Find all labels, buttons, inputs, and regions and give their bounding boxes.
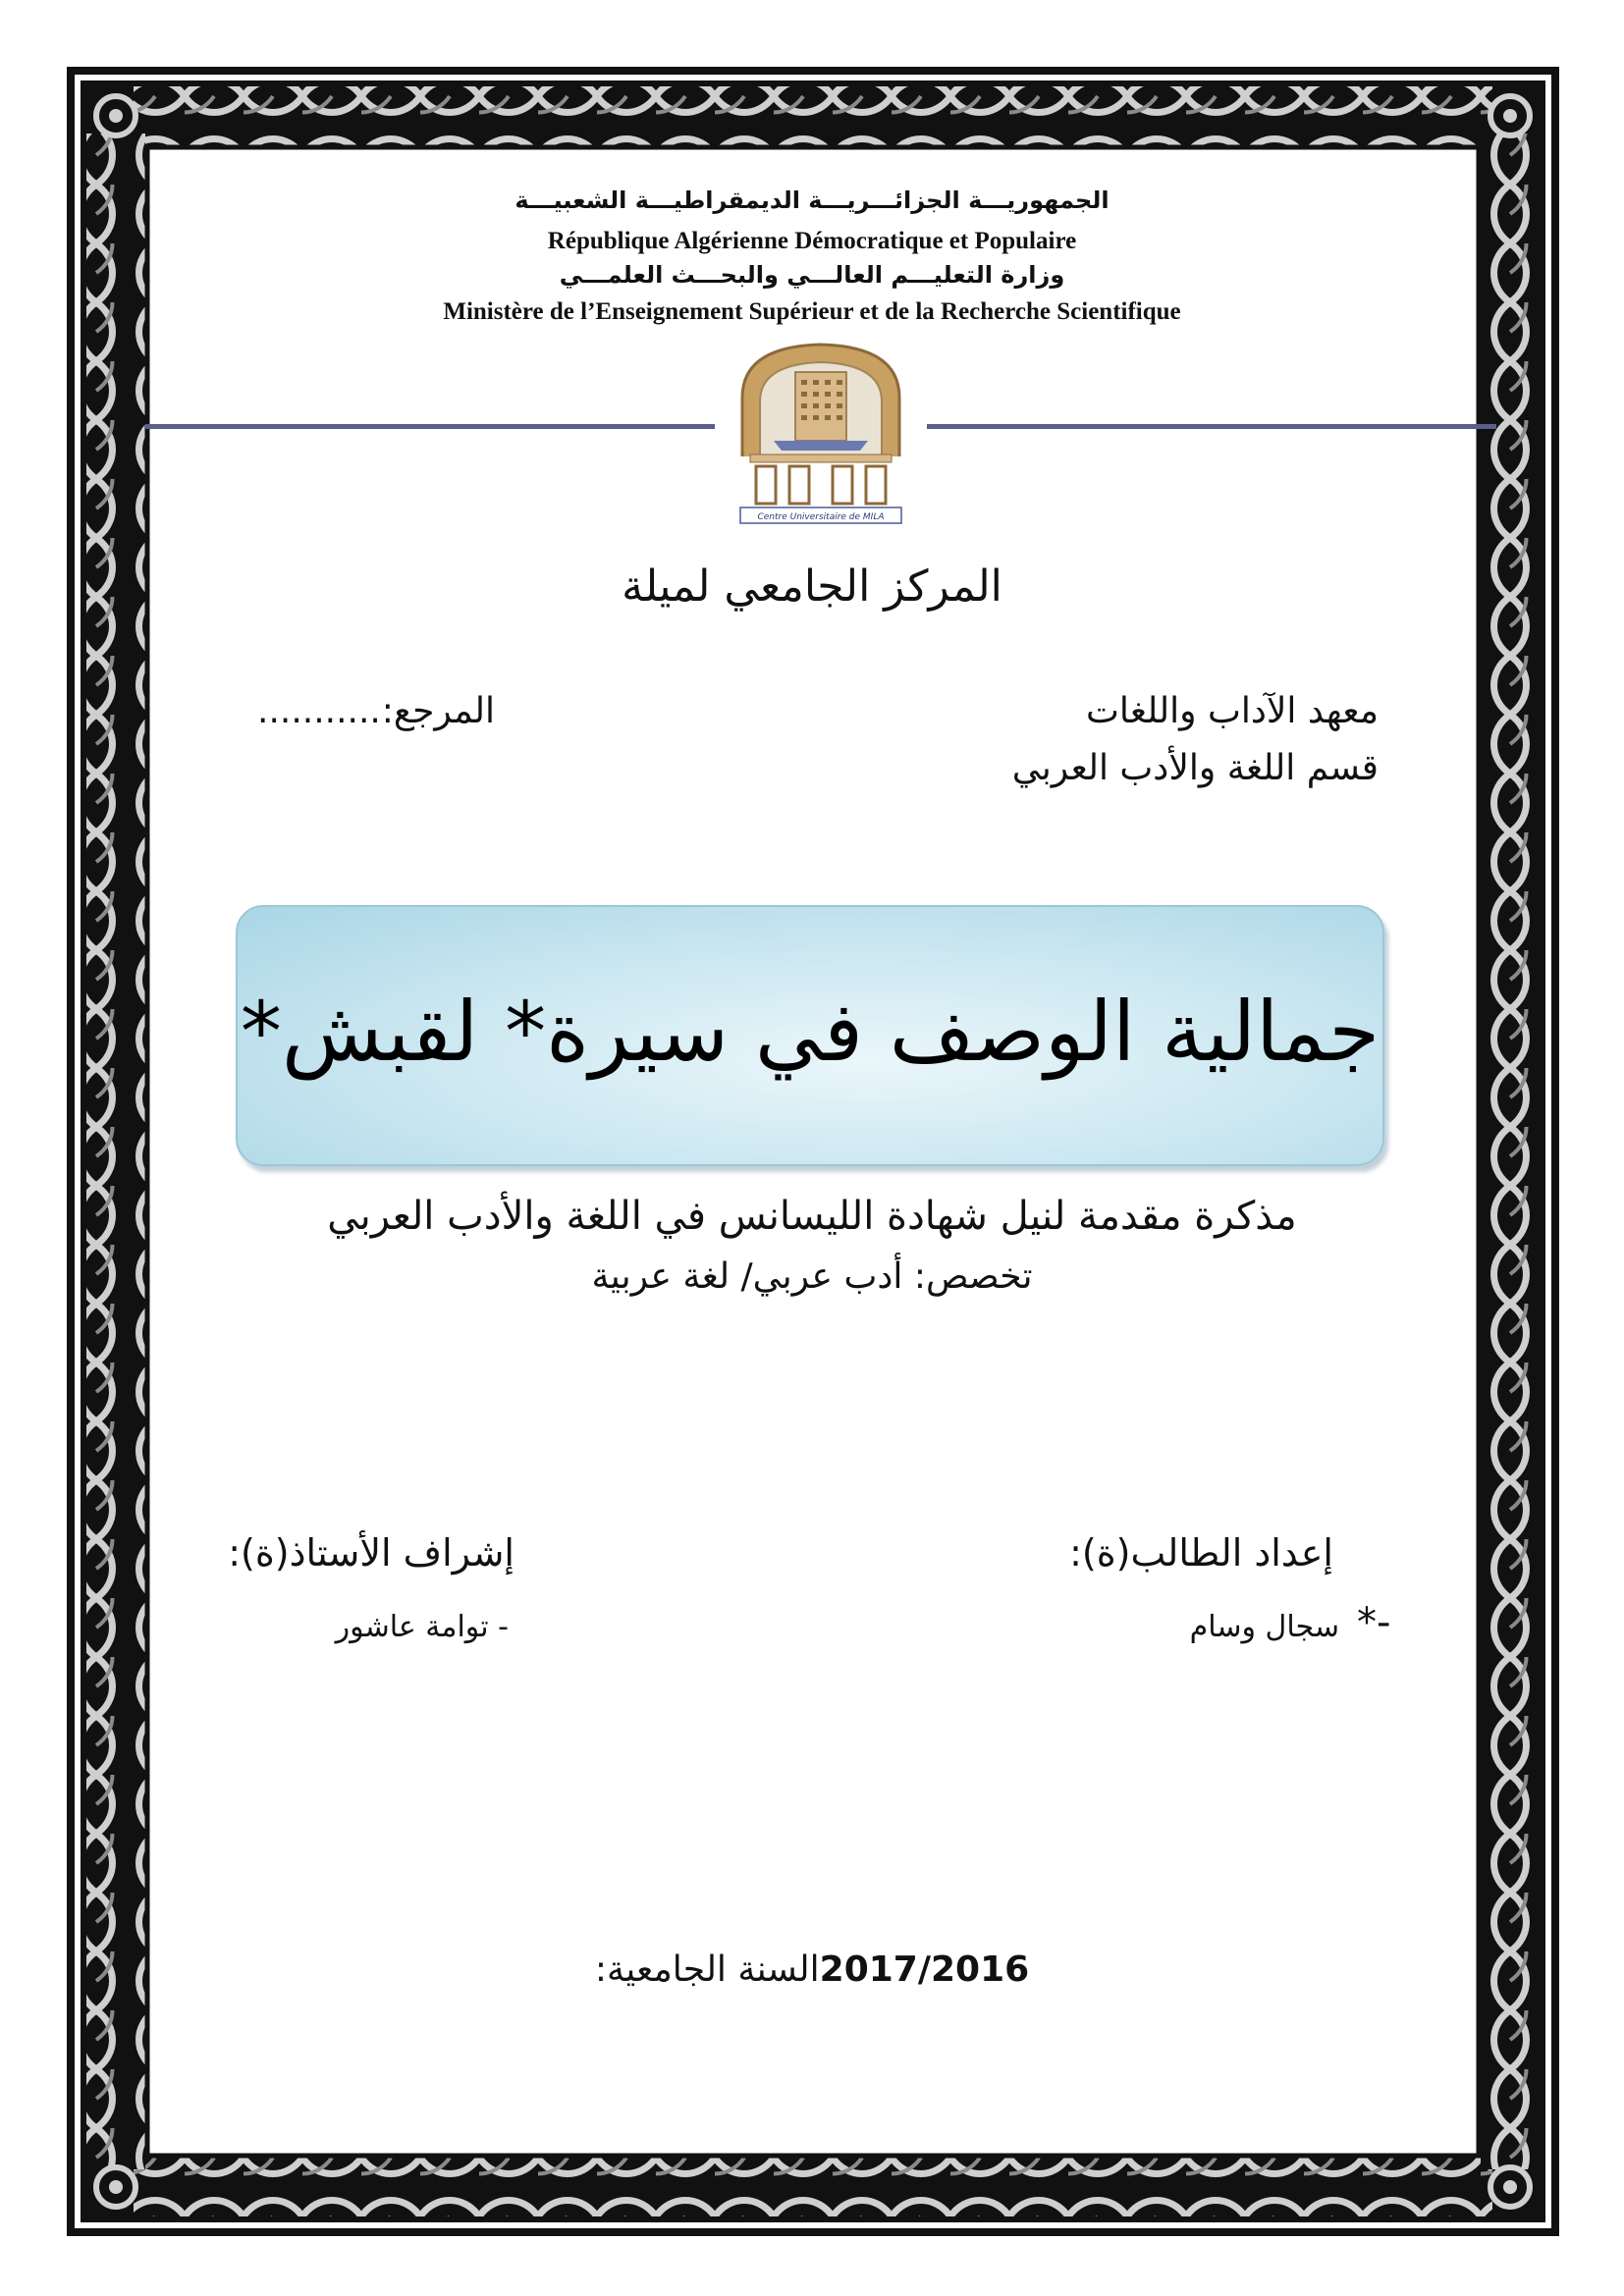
academic-year-value: 2017/2016 [819,1949,1030,1990]
header-rule-right [927,424,1496,429]
academic-year [0,1949,1624,1990]
academic-year-label: السنة الجامعية: [594,1949,820,1990]
ministry-arabic: وزارة التعليـــم العالـــي والبحـــث العلمـــي [559,261,1065,289]
department-name: قسم اللغة والأدب العربي [1011,748,1379,788]
student-label: إعداد الطالب(ة): [1069,1531,1333,1575]
supervisor-label: إشراف الأستاذ(ة): [228,1531,514,1575]
reference-label: المرجع: [381,691,495,731]
republic-arabic: الجمهوريـــة الجزائـــريـــة الديمقراطيـــة الشعبيـــة [514,187,1110,214]
institute-name: معهد الآداب واللغات [1086,691,1379,731]
specialty: تخصص: أدب عربي/ لغة عربية [591,1256,1033,1297]
title-box [236,905,1384,1166]
student-name: سجال وسام [1189,1610,1339,1644]
institution-name: المركز الجامعي لميلة [622,561,1002,612]
supervisor-name: - توامة عاشور [335,1610,509,1644]
logo-caption: Centre Universitaire de MILA [757,512,885,522]
header-rule-left [145,424,715,429]
thesis-title: جمالية الوصف في سيرة* لقبش* [240,984,1380,1080]
student-bullet: *- [1357,1600,1391,1645]
republic-french: République Algérienne Démocratique et Populaire [547,228,1077,254]
university-logo [734,339,907,525]
thesis-subtitle: مذكرة مقدمة لنيل شهادة الليسانس في اللغة والأدب العربي [327,1194,1297,1239]
reference-value: ........... [257,691,381,731]
ministry-french: Ministère de l’Enseignement Supérieur et de la Recherche Scientifique [443,298,1181,325]
